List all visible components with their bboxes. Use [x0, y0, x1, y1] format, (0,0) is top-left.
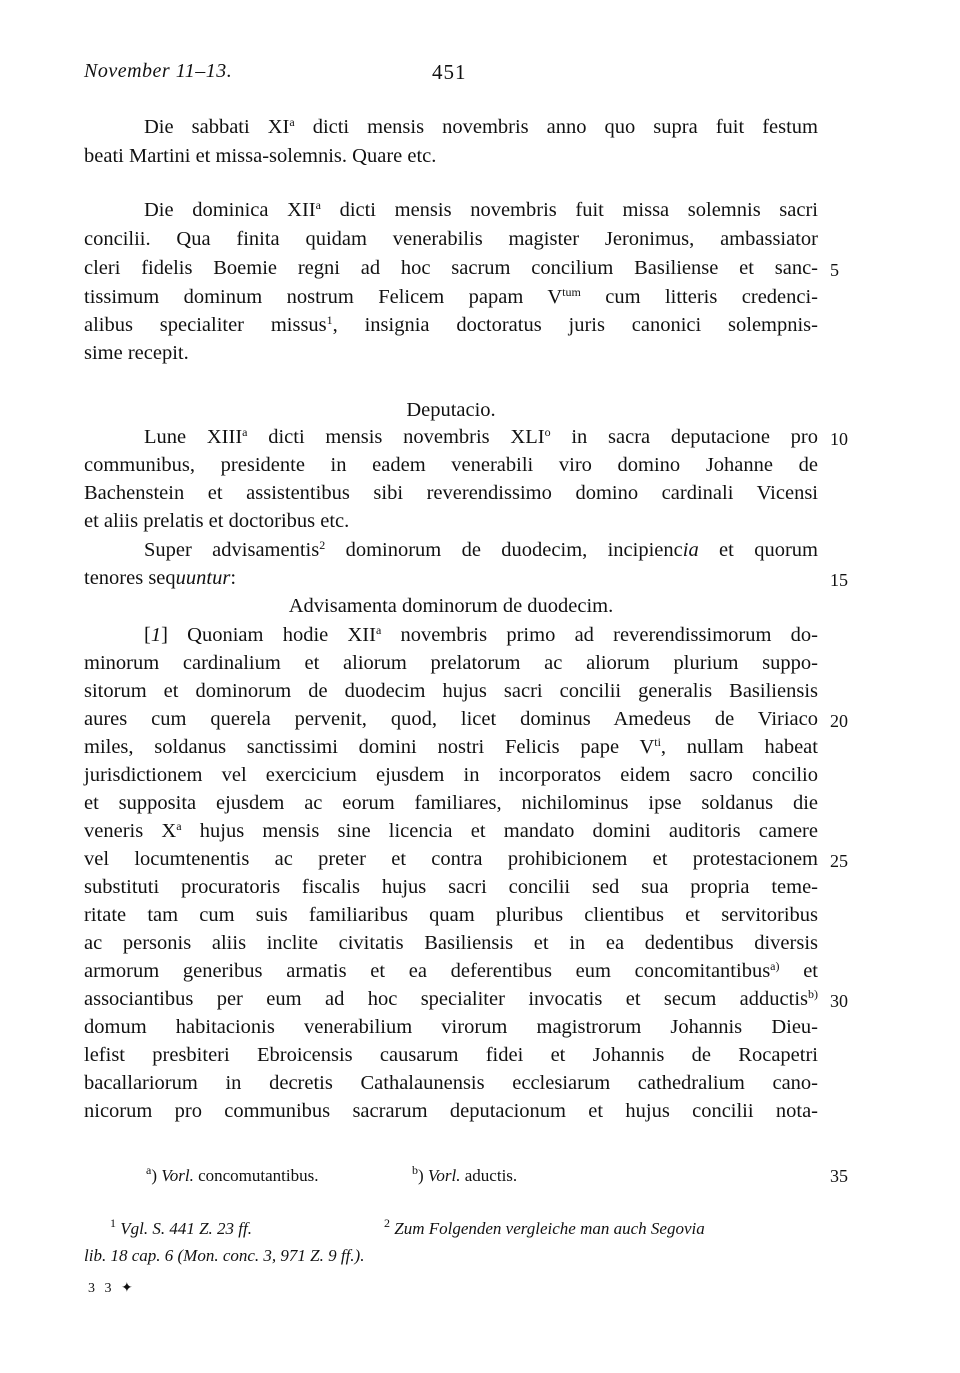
text-line: jurisdictionem vel exercicium ejusdem in incorporatos eidem sacro concilio: [84, 764, 818, 786]
text-line: veneris $X^a$ hujus mensis sine licencia et mandato domini auditoris camere: [84, 819, 818, 842]
text-line: Super advisamentis$^2$ dominorum de duodecim, incipiencia et quorum: [144, 538, 818, 561]
text-line: ritate tam cum suis familiaribus quam pluribus clientibus et servitoribus: [84, 904, 818, 926]
text-line: lefist presbiteri Ebroicensis causarum fidei et Johannis de Rocapetri: [84, 1044, 818, 1066]
signature-mark: 3 3 ✦: [88, 1281, 136, 1296]
text-line: [1] Quoniam hodie XII$^a$ novembris primo ad reverendissimorum do-: [144, 623, 819, 646]
text-line: et aliis prelatis et doctoribus etc.: [84, 510, 350, 532]
page-number: 451: [432, 60, 467, 84]
footnote-2-continued: lib. 18 cap. 6 (Mon. conc. 3, 971 Z. 9 ff.).: [84, 1246, 365, 1265]
footnote-2: $^2$ Zum Folgenden vergleiche man auch Segovia: [384, 1216, 705, 1238]
line-number: 30: [830, 991, 848, 1011]
text-line: associantibus per eum ad hoc specialiter invocatis et secum adductis$^{b)}$: [84, 987, 818, 1010]
text-line: ac personis aliis inclite civitatis Basiliensis et in ea dedentibus diversis: [84, 932, 818, 954]
text-line: minorum cardinalium et aliorum prelatorum ac aliorum plurium suppo-: [84, 652, 818, 674]
text-line: Lune XIII$^a$ dicti mensis novembris XLI$^o$ in sacra deputacione pro: [144, 425, 818, 448]
text-line: miles, soldanus sanctissimi domini nostri Felicis pape $V^{ti}$, nullam habeat: [84, 735, 818, 758]
text-line: beati Martini et missa-solemnis. Quare etc.: [84, 145, 437, 167]
text-line: et supposita ejusdem ac eorum familiares, nichilominus ipse soldanus die: [84, 792, 818, 814]
text-line: communibus, presidente in eadem venerabili viro domino Johanne de: [84, 454, 818, 476]
text-line: Die dominica XII$^a$ dicti mensis novembris fuit missa solemnis sacri: [144, 198, 819, 221]
running-title: November 11–13.: [84, 60, 233, 82]
text-line: Die sabbati $XI^a$ dicti mensis novembris anno quo supra fuit festum: [144, 115, 818, 138]
variant-note-b: $^b$) Vorl. aductis.: [412, 1163, 518, 1185]
text-line: aures cum querela pervenit, quod, licet dominus Amedeus de Viriaco: [84, 708, 818, 730]
line-number: 25: [830, 851, 848, 871]
text-line: armorum generibus armatis et ea deferentibus eum concomitantibus$^{a)}$ et: [84, 959, 818, 982]
text-line: tissimum dominum nostrum Felicem papam $V^{tum}$ cum litteris credenci-: [84, 285, 819, 308]
text-line: vel locumtenentis ac preter et contra prohibicionem et protestacionem: [84, 848, 818, 870]
line-number: 5: [830, 260, 839, 280]
text-line: cleri fidelis Boemie regni ad hoc sacrum concilium Basiliense et sanc-: [84, 257, 818, 279]
variant-note-a: $^a$) Vorl. concomutantibus.: [146, 1163, 319, 1185]
subtitle: Advisamenta dominorum de duodecim.: [288, 595, 614, 617]
text-line: tenores sequuntur:: [84, 567, 237, 589]
line-number: 35: [830, 1166, 848, 1186]
text-line: substituti procuratoris fiscalis hujus sacri concilii sed sua propria teme-: [84, 876, 818, 898]
text-line: Bachenstein et assistentibus sibi reverendissimo domino cardinali Vicensi: [84, 482, 818, 504]
line-number: 20: [830, 711, 848, 731]
line-number: 15: [830, 570, 848, 590]
text-line: alibus specialiter missus$^1$, insignia doctoratus juris canonici solempnis-: [84, 313, 818, 336]
footnote-1: $^1$ Vgl. S. 441 Z. 23 ff.: [110, 1216, 253, 1238]
text-line: domum habitacionis venerabilium virorum magistrorum Johannis Dieu-: [84, 1016, 818, 1038]
section-heading: Deputacio.: [406, 399, 496, 421]
text-line: sitorum et dominorum de duodecim hujus sacri concilii generalis Basiliensis: [84, 680, 818, 702]
text-line: bacallariorum in decretis Cathalaunensis ecclesiarum cathedralium cano-: [84, 1072, 818, 1094]
text-line: sime recepit.: [84, 342, 189, 364]
text-line: concilii. Qua finita quidam venerabilis magister Jeronimus, ambassiator: [84, 228, 818, 250]
text-line: nicorum pro communibus sacrarum deputacionum et hujus concilii nota-: [84, 1100, 818, 1122]
line-number: 10: [830, 429, 848, 449]
